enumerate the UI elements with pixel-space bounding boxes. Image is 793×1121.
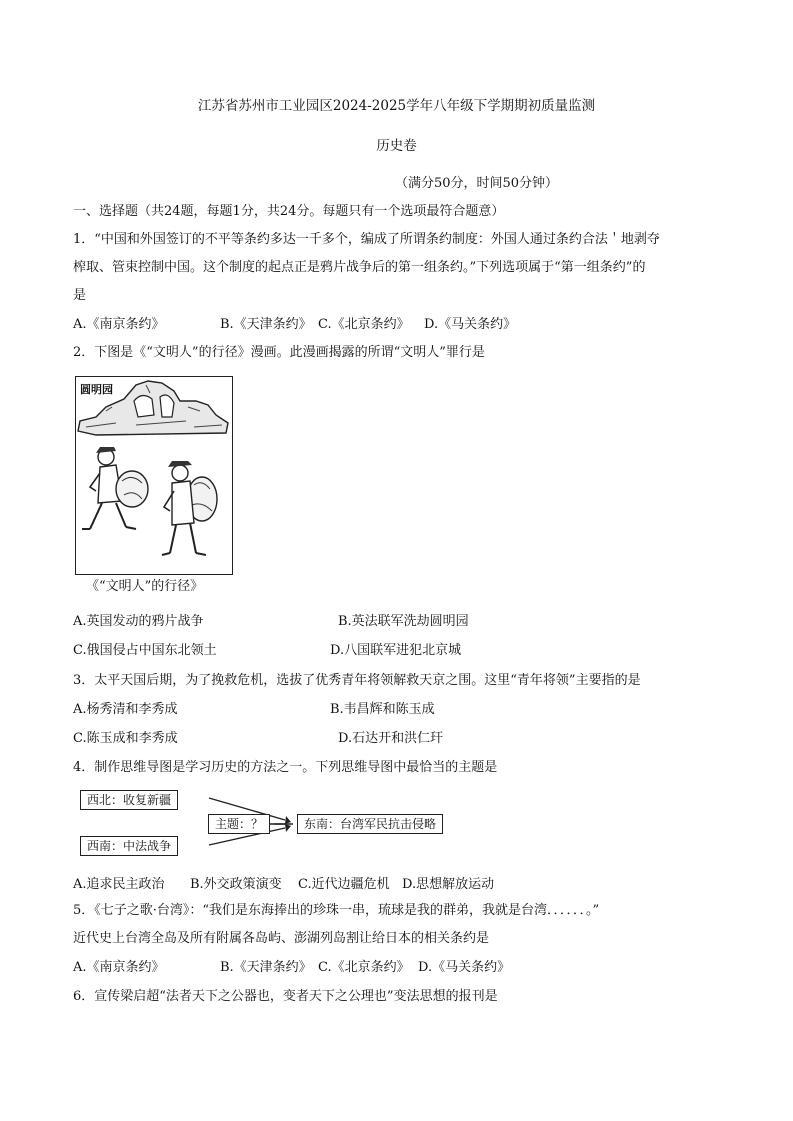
q5-line-2: 近代史上台湾全岛及所有附属各岛屿、澎湖列岛割让给日本的相关条约是 xyxy=(73,931,490,946)
exam-title: 江苏省苏州市工业园区2024-2025学年八年级下学期期初质量监测 xyxy=(197,98,596,114)
q4-option-c[interactable]: C.近代边疆危机 xyxy=(298,877,390,892)
q3-option-d[interactable]: D.石达开和洪仁玕 xyxy=(338,731,444,746)
q4-option-a[interactable]: A.追求民主政治 xyxy=(73,877,165,892)
cartoon-drawing xyxy=(76,377,232,574)
q3-line-1: 3．太平天国后期，为了挽救危机，选拔了优秀青年将领解救天京之围。这里“青年将领”主要指的是 xyxy=(73,673,641,688)
q3-option-b[interactable]: B.韦昌辉和陈玉成 xyxy=(330,702,435,717)
q1-option-d[interactable]: D.《马关条约》 xyxy=(424,317,517,332)
q1-option-a[interactable]: A.《南京条约》 xyxy=(73,317,165,332)
q2-option-b[interactable]: B.英法联军洗劫圆明园 xyxy=(338,614,469,629)
mindmap-northwest-box: 西北：收复新疆 xyxy=(80,790,178,810)
cartoon-image xyxy=(75,376,233,575)
cartoon-label: 圆明园 xyxy=(80,383,113,396)
section-heading: 一、选择题（共24题，每题1分，共24分。每题只有一个选项最符合题意） xyxy=(73,204,505,219)
q5-line-1: 5．《七子之歌·台湾》：“我们是东海捧出的珍珠一串，琉球是我的群弟，我就是台湾．．．．．．。” xyxy=(73,903,600,918)
q3-option-c[interactable]: C.陈玉成和李秀成 xyxy=(73,731,178,746)
q4-option-d[interactable]: D.思想解放运动 xyxy=(402,877,495,892)
q2-option-c[interactable]: C.俄国侵占中国东北领土 xyxy=(73,643,217,658)
q1-line-2: 榨取、管束控制中国。这个制度的起点正是鸦片战争后的第一组条约。”下列选项属于“第一组条约”的 xyxy=(73,260,646,275)
q5-option-c[interactable]: C.《北京条约》 xyxy=(318,960,410,975)
exam-meta: （满分50分，时间50分钟） xyxy=(394,176,559,191)
q1-line-3: 是 xyxy=(73,288,87,303)
q1-line-1: 1．“中国和外国签订的不平等条约多达一千多个，编成了所谓条约制度：外国人通过条约合法＇地剥夺 xyxy=(73,232,660,247)
q4-option-b[interactable]: B.外交政策演变 xyxy=(190,877,282,892)
q5-option-b[interactable]: B.《天津条约》 xyxy=(220,960,312,975)
exam-subject: 历史卷 xyxy=(376,138,417,154)
q3-option-a[interactable]: A.杨秀清和李秀成 xyxy=(73,702,178,717)
mindmap-center-box: 主题：？ xyxy=(208,814,270,834)
q1-option-c[interactable]: C.《北京条约》 xyxy=(318,317,410,332)
mindmap-southwest-box: 西南：中法战争 xyxy=(80,836,178,856)
q1-option-b[interactable]: B.《天津条约》 xyxy=(220,317,312,332)
mindmap-southeast-box: 东南：台湾军民抗击侵略 xyxy=(297,814,443,834)
cartoon-caption: 《“文明人”的行径》 xyxy=(86,579,204,594)
q6-line-1: 6．宣传梁启超“法者天下之公器也，变者天下之公理也”变法思想的报刊是 xyxy=(73,989,498,1004)
q2-option-a[interactable]: A.英国发动的鸦片战争 xyxy=(73,614,204,629)
q4-line-1: 4．制作思维导图是学习历史的方法之一。下列思维导图中最恰当的主题是 xyxy=(73,760,498,775)
q2-option-d[interactable]: D.八国联军进犯北京城 xyxy=(330,643,462,658)
q5-option-d[interactable]: D.《马关条约》 xyxy=(418,960,511,975)
q5-option-a[interactable]: A.《南京条约》 xyxy=(73,960,165,975)
q2-line-1: 2．下图是《“文明人”的行径》漫画。此漫画揭露的所谓“文明人”罪行是 xyxy=(73,345,485,360)
